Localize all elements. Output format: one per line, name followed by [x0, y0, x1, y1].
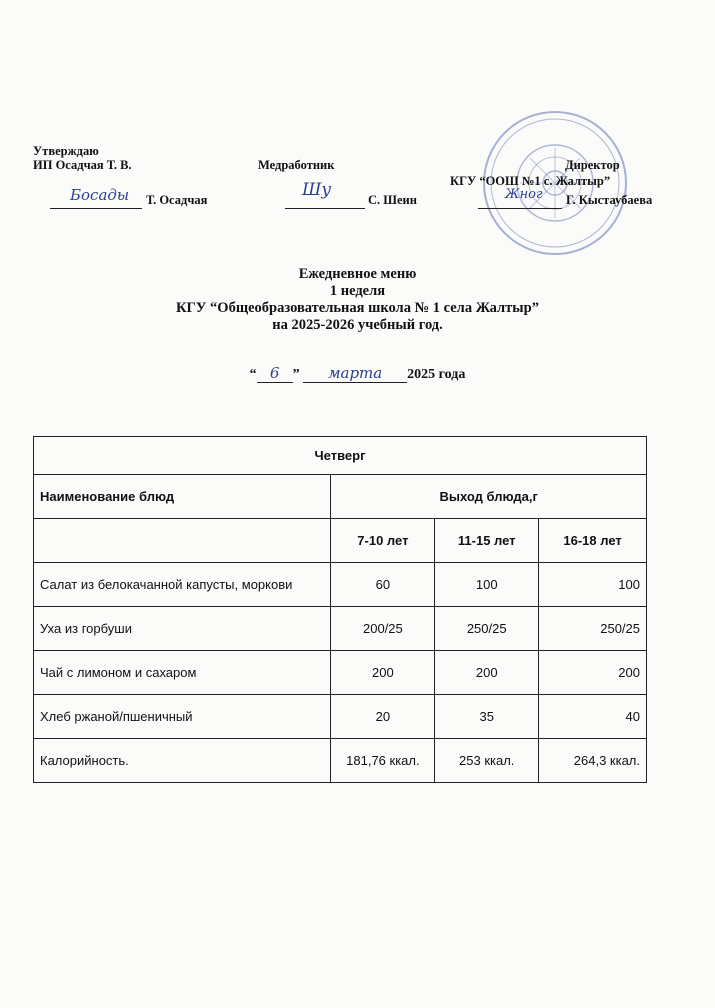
- school-year: на 2025-2026 учебный год.: [272, 317, 443, 333]
- dish-name: Чай с лимоном и сахаром: [34, 651, 331, 695]
- director-title: Директор: [565, 158, 620, 172]
- table-row: [34, 563, 647, 607]
- dish-name: Хлеб ржаной/пшеничный: [34, 695, 331, 739]
- table-row-calories: [34, 739, 647, 783]
- table-age-row: [34, 519, 647, 563]
- menu-title: Ежедневное меню: [298, 266, 417, 282]
- age-group: 16-18 лет: [539, 519, 647, 563]
- signature-line-right: [478, 208, 562, 209]
- date-day: 6: [257, 364, 293, 383]
- dish-value: 200: [539, 651, 647, 695]
- date-month: марта: [303, 364, 407, 383]
- dish-value: 60: [331, 563, 435, 607]
- school-name: КГУ “Общеобразовательная школа № 1 села Жалтыр”: [176, 300, 539, 316]
- table-row: [34, 607, 647, 651]
- day-of-week: Четверг: [34, 437, 647, 475]
- calories-label: Калорийность.: [34, 739, 331, 783]
- week-label: 1 неделя: [329, 283, 386, 299]
- table-header-row: [34, 475, 647, 519]
- approval-title: Утверждаю: [33, 144, 99, 158]
- age-group: 11-15 лет: [435, 519, 539, 563]
- dish-value: 100: [435, 563, 539, 607]
- dish-value: 200: [435, 651, 539, 695]
- signature-middle: Шу: [302, 180, 332, 200]
- dish-value: 20: [331, 695, 435, 739]
- empty-cell: [34, 519, 331, 563]
- signature-left: Босады: [70, 186, 130, 204]
- date-open-quote: “: [249, 367, 257, 382]
- signature-line-middle: [285, 208, 365, 209]
- menu-date: [0, 364, 715, 383]
- signature-line-left: [50, 208, 142, 209]
- signature-right: Жног: [505, 187, 543, 202]
- dish-value: 35: [435, 695, 539, 739]
- dish-name: Салат из белокачанной капусты, моркови: [34, 563, 331, 607]
- calories-value: 181,76 ккал.: [331, 739, 435, 783]
- dish-value: 200: [331, 651, 435, 695]
- menu-table: [33, 436, 647, 783]
- director-org: КГУ “ООШ №1 с. Жалтыр”: [450, 174, 611, 188]
- age-group: 7-10 лет: [331, 519, 435, 563]
- calories-value: 253 ккал.: [435, 739, 539, 783]
- signature-name-middle: С. Шеин: [368, 193, 417, 207]
- col-header-dish: Наименование блюд: [34, 475, 331, 519]
- dish-value: 200/25: [331, 607, 435, 651]
- date-close-quote: ”: [292, 367, 300, 382]
- table-row: [34, 651, 647, 695]
- dish-value: 100: [539, 563, 647, 607]
- dish-name: Уха из горбуши: [34, 607, 331, 651]
- dish-value: 250/25: [435, 607, 539, 651]
- table-row: [34, 695, 647, 739]
- calories-value: 264,3 ккал.: [539, 739, 647, 783]
- table-day-row: [34, 437, 647, 475]
- dish-value: 250/25: [539, 607, 647, 651]
- medworker-title: Медработник: [258, 158, 335, 172]
- col-header-output: Выход блюда,г: [331, 475, 647, 519]
- date-year: 2025 года: [407, 367, 466, 382]
- dish-value: 40: [539, 695, 647, 739]
- approver-name: ИП Осадчая Т. В.: [33, 158, 132, 172]
- signature-name-right: Г. Кыстаубаева: [566, 193, 653, 207]
- signature-name-left: Т. Осадчая: [146, 193, 208, 207]
